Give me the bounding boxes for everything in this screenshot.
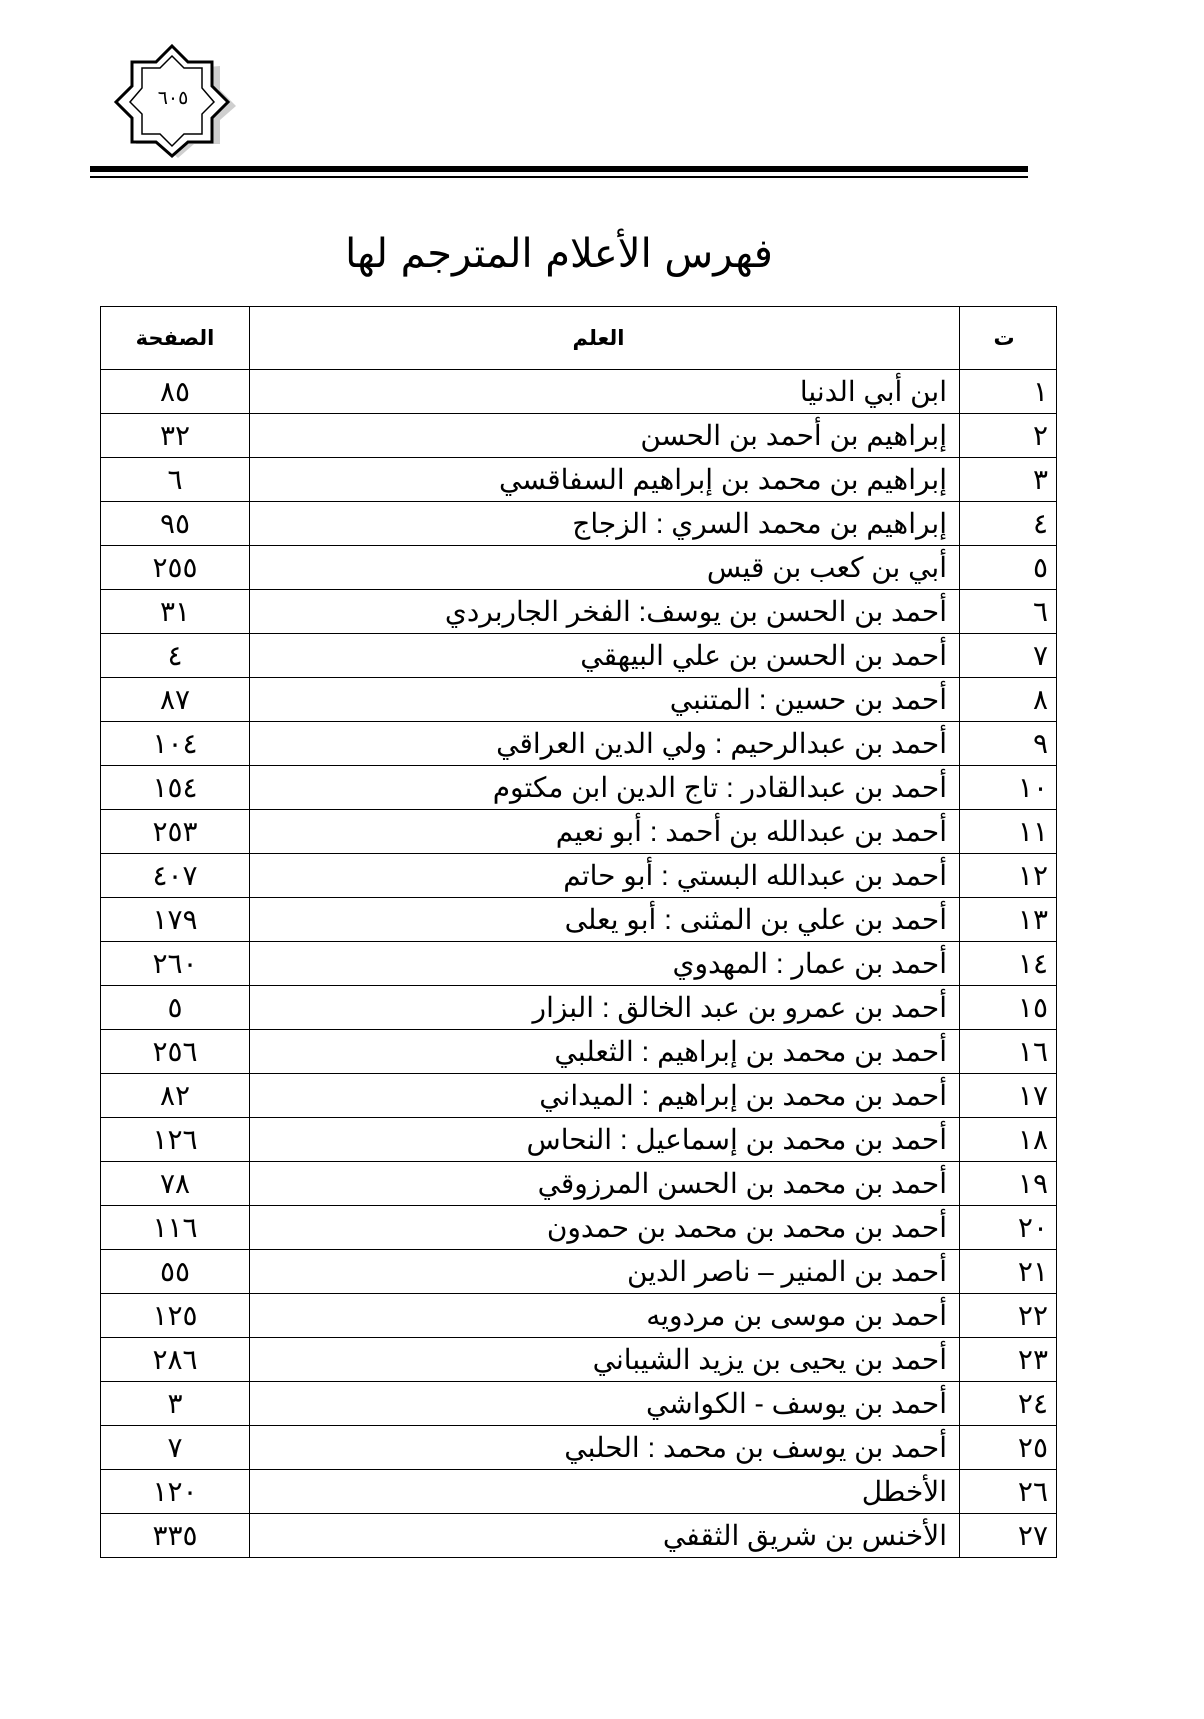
row-number: ٤ [960, 502, 1057, 546]
table-row [101, 854, 1057, 898]
row-name: أحمد بن عبدالله البستي : أبو حاتم [250, 854, 960, 898]
row-number: ١٢ [960, 854, 1057, 898]
row-number: ٢٧ [960, 1514, 1057, 1558]
header-num: ت [960, 307, 1057, 370]
row-page: ٣٣٥ [101, 1514, 250, 1558]
row-name: أحمد بن عمار : المهدوي [250, 942, 960, 986]
table-row [101, 766, 1057, 810]
table-header-row [101, 307, 1057, 370]
row-number: ١٠ [960, 766, 1057, 810]
row-page: ٣١ [101, 590, 250, 634]
table-row [101, 1250, 1057, 1294]
row-name: أحمد بن الحسن بن يوسف: الفخر الجاربردي [250, 590, 960, 634]
header-name: العلم [250, 307, 960, 370]
table-row [101, 502, 1057, 546]
row-page: ٨٥ [101, 370, 250, 414]
row-number: ٧ [960, 634, 1057, 678]
row-name: أحمد بن محمد بن إبراهيم : الميداني [250, 1074, 960, 1118]
row-number: ٦ [960, 590, 1057, 634]
row-page: ١٥٤ [101, 766, 250, 810]
row-page: ١٢٦ [101, 1118, 250, 1162]
row-number: ٨ [960, 678, 1057, 722]
table-row [101, 546, 1057, 590]
row-page: ٢٦٠ [101, 942, 250, 986]
row-page: ٧٨ [101, 1162, 250, 1206]
row-number: ١٦ [960, 1030, 1057, 1074]
row-page: ٤ [101, 634, 250, 678]
header-page: الصفحة [101, 307, 250, 370]
row-page: ١٧٩ [101, 898, 250, 942]
row-name: إبراهيم بن أحمد بن الحسن [250, 414, 960, 458]
row-name: إبراهيم بن محمد بن إبراهيم السفاقسي [250, 458, 960, 502]
row-number: ٩ [960, 722, 1057, 766]
table-row [101, 678, 1057, 722]
table-row [101, 370, 1057, 414]
row-page: ٨٧ [101, 678, 250, 722]
table-row [101, 458, 1057, 502]
table-row [101, 1294, 1057, 1338]
row-number: ٥ [960, 546, 1057, 590]
row-number: ١٨ [960, 1118, 1057, 1162]
row-number: ٣ [960, 458, 1057, 502]
row-page: ١١٦ [101, 1206, 250, 1250]
row-number: ٢٣ [960, 1338, 1057, 1382]
row-name: أحمد بن يوسف بن محمد : الحلبي [250, 1426, 960, 1470]
row-number: ١١ [960, 810, 1057, 854]
row-page: ١٠٤ [101, 722, 250, 766]
table-row [101, 810, 1057, 854]
table-row [101, 1514, 1057, 1558]
row-number: ٢٤ [960, 1382, 1057, 1426]
row-number: ١٥ [960, 986, 1057, 1030]
row-name: أحمد بن المنير – ناصر الدين [250, 1250, 960, 1294]
row-name: أحمد بن موسى بن مردويه [250, 1294, 960, 1338]
table-row [101, 722, 1057, 766]
row-name: أحمد بن يحيى بن يزيد الشيباني [250, 1338, 960, 1382]
row-name: أحمد بن محمد بن إبراهيم : الثعلبي [250, 1030, 960, 1074]
row-page: ٩٥ [101, 502, 250, 546]
row-page: ٢٨٦ [101, 1338, 250, 1382]
row-name: أحمد بن علي بن المثنى : أبو يعلى [250, 898, 960, 942]
table-row [101, 590, 1057, 634]
row-page: ٥ [101, 986, 250, 1030]
row-name: أحمد بن عمرو بن عبد الخالق : البزار [250, 986, 960, 1030]
table-row [101, 986, 1057, 1030]
row-name: إبراهيم بن محمد السري : الزجاج [250, 502, 960, 546]
row-name: أحمد بن محمد بن محمد بن حمدون [250, 1206, 960, 1250]
row-name: أحمد بن حسين : المتنبي [250, 678, 960, 722]
row-number: ٢٥ [960, 1426, 1057, 1470]
row-page: ٨٢ [101, 1074, 250, 1118]
row-name: أحمد بن الحسن بن علي البيهقي [250, 634, 960, 678]
row-name: أحمد بن محمد بن إسماعيل : النحاس [250, 1118, 960, 1162]
row-name: الأخطل [250, 1470, 960, 1514]
row-page: ٢٥٥ [101, 546, 250, 590]
row-page: ٦ [101, 458, 250, 502]
table-row [101, 898, 1057, 942]
row-page: ٥٥ [101, 1250, 250, 1294]
row-number: ١٣ [960, 898, 1057, 942]
page-number-badge [100, 40, 240, 160]
row-page: ١٢٠ [101, 1470, 250, 1514]
row-name: أحمد بن محمد بن الحسن المرزوقي [250, 1162, 960, 1206]
table-row [101, 414, 1057, 458]
row-page: ٣٢ [101, 414, 250, 458]
row-page: ١٢٥ [101, 1294, 250, 1338]
table-row [101, 1074, 1057, 1118]
table-row [101, 1470, 1057, 1514]
row-name: أبي بن كعب بن قيس [250, 546, 960, 590]
row-page: ٧ [101, 1426, 250, 1470]
table-row [101, 1206, 1057, 1250]
row-number: ٢ [960, 414, 1057, 458]
row-name: أحمد بن عبدالله بن أحمد : أبو نعيم [250, 810, 960, 854]
row-number: ٢٢ [960, 1294, 1057, 1338]
header-rule-thick [90, 166, 1028, 172]
row-number: ٢٦ [960, 1470, 1057, 1514]
row-name: أحمد بن عبدالرحيم : ولي الدين العراقي [250, 722, 960, 766]
table-row [101, 634, 1057, 678]
row-number: ٢٠ [960, 1206, 1057, 1250]
index-table [100, 306, 1057, 1558]
table-row [101, 1118, 1057, 1162]
row-name: أحمد بن عبدالقادر : تاج الدين ابن مكتوم [250, 766, 960, 810]
row-number: ١٧ [960, 1074, 1057, 1118]
row-number: ١ [960, 370, 1057, 414]
row-number: ١٤ [960, 942, 1057, 986]
table-row [101, 1338, 1057, 1382]
table-row [101, 1030, 1057, 1074]
header-rule-thin [90, 176, 1028, 178]
row-number: ٢١ [960, 1250, 1057, 1294]
row-name: الأخنس بن شريق الثقفي [250, 1514, 960, 1558]
row-page: ٣ [101, 1382, 250, 1426]
row-page: ٤٠٧ [101, 854, 250, 898]
page-number: ٦٠٥ [157, 87, 189, 109]
table-row [101, 1426, 1057, 1470]
table-row [101, 1162, 1057, 1206]
page-title: فهرس الأعلام المترجم لها [345, 231, 773, 277]
row-number: ١٩ [960, 1162, 1057, 1206]
row-page: ٢٥٦ [101, 1030, 250, 1074]
table-row [101, 942, 1057, 986]
row-name: أحمد بن يوسف - الكواشي [250, 1382, 960, 1426]
row-page: ٢٥٣ [101, 810, 250, 854]
row-name: ابن أبي الدنيا [250, 370, 960, 414]
table-row [101, 1382, 1057, 1426]
